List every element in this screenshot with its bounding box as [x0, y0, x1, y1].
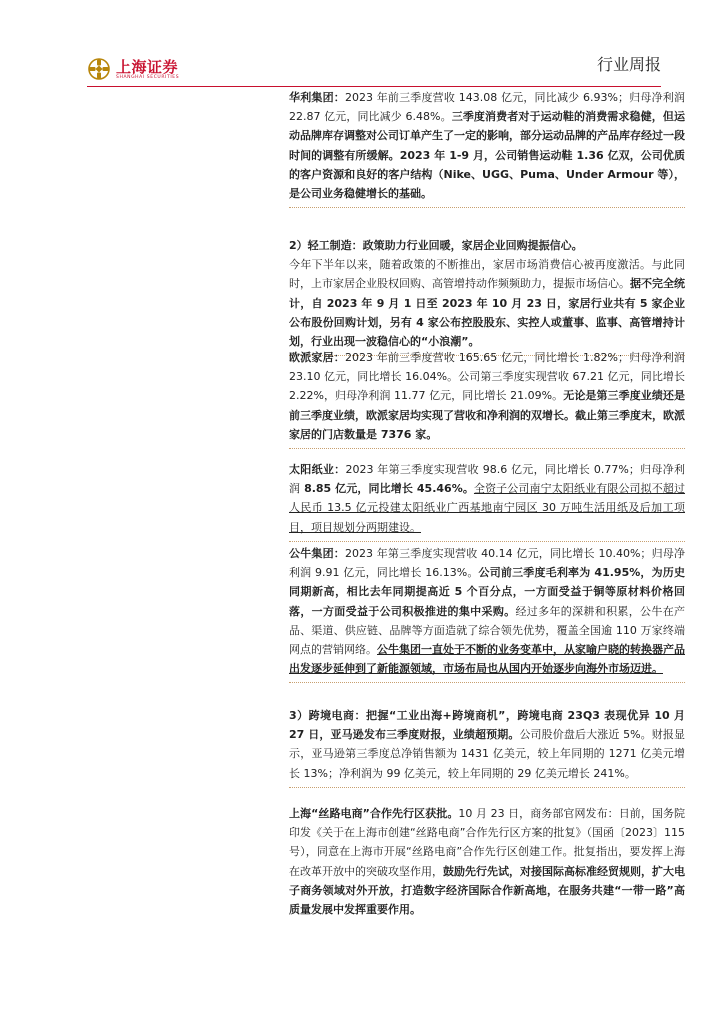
- logo-text: 上海证券: [116, 58, 179, 76]
- paragraph-bold-text: 无论是第三季度业绩还是前三季度业绩，欧派家居均实现了营收和净利润的双增长。截止第三季度末，欧派家居的门店数量是 7376 家。: [289, 389, 685, 441]
- company-name: 公牛集团：: [289, 547, 345, 560]
- paragraph-bold-text: 三季度消费者对于运动鞋的消费需求稳健，但运动品牌库存调整对公司订单产生了一定的影响，部分运动品牌的产品库存经过一段时间的调整有所缓解。2023 年 1-9 月，公司销售运动鞋 1.36 亿双，公司优质的客户资源和良好的客户结构（Nike、UGG、Puma、Under Armour 等），是公司业务稳健增长的基础。: [289, 110, 685, 201]
- paragraph-underlined-text: 全资子公司南宁太阳纸业有限公司拟不超过人民币 13.5 亿元投建太阳纸业广西基地南宁园区 30 万吨生活用纸及后加工项目，项目规划分两期建设。: [289, 482, 686, 534]
- section-heading: 2）轻工制造：政策助力行业回暖，家居企业回购提振信心。: [289, 239, 583, 252]
- paragraph-text: 经过多年的深耕和积累，公牛在产品、渠道、供应链、品牌等方面造就了综合领先优势，覆盖全国逾 110 万家终端网点的营销网络。: [289, 604, 686, 657]
- section-heading: 3）跨境电商：把握“工业出海+跨境商机”，跨境电商 23Q3 表现优异 10 月 27 日，亚马逊发布三季度财报，业绩超预期。: [289, 709, 685, 742]
- paragraph-bold-text: 鼓励先行先试，对接国际高标准经贸规则，扩大电子商务领域对外开放，打造数字经济国际合作新高地，在服务共建“一带一路”高质量发展中发挥重要作用。: [289, 864, 685, 917]
- section-cross-border: [289, 706, 685, 788]
- paragraph-text: 公司股价盘后大涨近 5%。财报显示，亚马逊第三季度总净销售额为 1431 亿美元，较上年同期的 1271 亿美元增长 13%；净利润为 99 亿美元，较上年同期的 29 亿美元增长 241%。: [289, 728, 685, 780]
- company-name: 太阳纸业：: [289, 463, 346, 476]
- paragraph-bold-text: 公司前三季度毛利率为 41.95%，为历史同期新高，相比去年同期提高近 5 个百分点，一方面受益于铜等原材料价格回落，一方面受益于公司积极推进的集中采购。: [289, 566, 685, 618]
- paragraph-sun-paper: [289, 460, 685, 542]
- paragraph-text: 2023 年第三季度实现营收 40.14 亿元，同比增长 10.40%；归母净利润 9.91 亿元，同比增长 16.13%。: [289, 547, 685, 580]
- paragraph-heading: 上海“丝路电商”合作先行区获批。: [289, 807, 459, 820]
- company-name: 欧派家居：: [289, 351, 345, 364]
- logo-subtext: SHANGHAI SECURITIES: [116, 75, 180, 80]
- company-name: 华利集团：: [289, 91, 345, 104]
- paragraph-bull-group: [289, 544, 685, 683]
- paragraph-text: 2023 年前三季度营收 165.65 亿元，同比增长 1.82%；归母净利润 23.10 亿元，同比增长 16.04%。公司第三季度实现营收 67.21 亿元，同比增长 2.22%，归母净利润 11.77 亿元，同比增长 21.09%。: [289, 351, 685, 403]
- paragraph-bold-text: 据不完全统计，自 2023 年 9 月 1 日至 2023 年 10 月 23 日，家居行业共有 5 家企业公布股份回购计划，另有 4 家公布控股股东、实控人或董事、监事、高管增持计划，行业出现一波稳信心的“小浪潮”。: [289, 277, 685, 349]
- page-header: [0, 0, 724, 90]
- paragraph-text: 2023 年第三季度实现营收 98.6 亿元，同比增长 0.77%；归母净利润: [289, 463, 685, 496]
- paragraph-text: 2023 年前三季度营收 143.08 亿元，同比减少 6.93%；归母净利润 22.87 亿元，同比减少 6.48%。: [289, 91, 685, 124]
- paragraph-bold-underlined-text: 公牛集团一直处于不断的业务变革中，从家喻户晓的转换器产品出发逐步延伸到了新能源领域，市场布局也从国内开始逐步向海外市场迈进。: [289, 643, 685, 676]
- paragraph-oupai: [289, 348, 685, 449]
- paragraph-text: 10 月 23 日，商务部官网发布：日前，国务院印发《关于在上海市创建“丝路电商”合作先行区方案的批复》（国函〔2023〕115 号），同意在上海市开展“丝路电商”合作先行区创建工作。批复指出，要发挥上海在改革开放中的突破攻坚作用，: [289, 807, 686, 878]
- paragraph-silk-road: [289, 804, 685, 919]
- paragraph-huali: [289, 88, 685, 208]
- paragraph-text: 今年下半年以来，随着政策的不断推出，家居市场消费信心被再度激活。与此同时，上市家居企业股权回购、高管增持动作频频助力，提振市场信心。: [289, 258, 685, 291]
- report-type-label: 行业周报: [596, 55, 661, 74]
- shanghai-securities-logo-icon: [88, 58, 110, 80]
- section-light-industry: [289, 236, 685, 356]
- paragraph-bold-text: 8.85 亿元，同比增长 45.46%。: [300, 482, 474, 496]
